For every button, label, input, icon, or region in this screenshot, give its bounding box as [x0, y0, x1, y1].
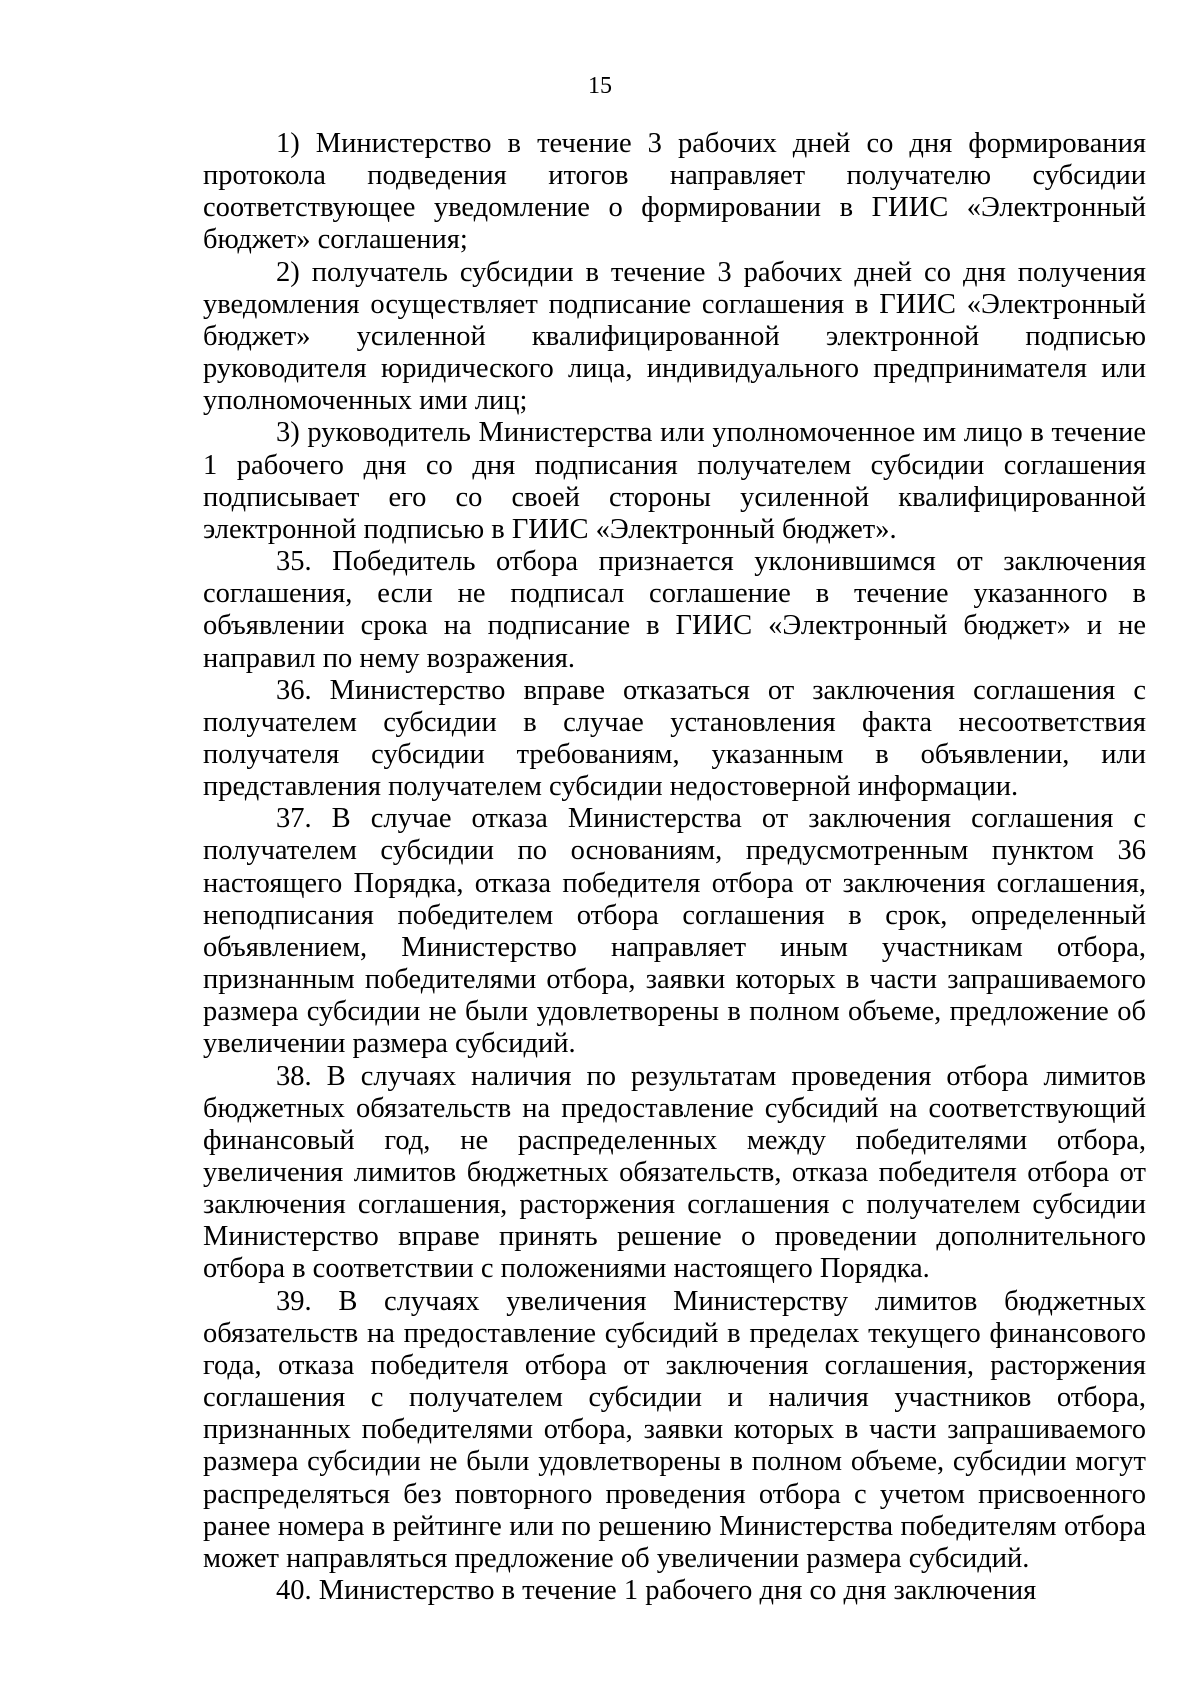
- page-number: 15: [588, 73, 612, 99]
- paragraph-item-1: 1) Министерство в течение 3 рабочих дней со дня формирования протокола подведения итогов направляет получателю субсидии соответствующее уведомление о формировании в ГИИС «Электронный бюджет» соглашения;: [203, 128, 1146, 256]
- paragraph-40: 40. Министерство в течение 1 рабочего дня со дня заключения: [276, 1575, 1037, 1607]
- paragraph-39: 39. В случаях увеличения Министерству лимитов бюджетных обязательств на предоставление субсидий в пределах текущего финансового года, отказа победителя отбора от заключения соглашения, расторжения соглашения с получателем субсидии и наличия участников отбора, признанных победителями отбора, заявки которых в части запрашиваемого размера субсидии не были удовлетворены в полном объеме, субсидии могут распределяться без повторного проведения отбора с учетом присвоенного ранее номера в рейтинге или по решению Министерства победителям отбора может направляться предложение об увеличении размера субсидий.: [203, 1285, 1146, 1574]
- paragraph-35: 35. Победитель отбора признается уклонившимся от заключения соглашения, если не подписал соглашение в течение указанного в объявлении срока на подписание в ГИИС «Электронный бюджет» и не направил по нему возражения.: [203, 546, 1146, 674]
- paragraph-36: 36. Министерство вправе отказаться от заключения соглашения с получателем субсидии в случае установления факта несоответствия получателя субсидии требованиям, указанным в объявлении, или представления получателем субсидии недостоверной информации.: [203, 674, 1146, 803]
- paragraph-item-2: 2) получатель субсидии в течение 3 рабочих дней со дня получения уведомления осуществляет подписание соглашения в ГИИС «Электронный бюджет» усиленной квалифицированной электронной подписью руководителя юридического лица, индивидуального предпринимателя или уполномоченных ими лиц;: [203, 256, 1146, 417]
- paragraph-item-3: 3) руководитель Министерства или уполномоченное им лицо в течение 1 рабочего дня со дня подписания получателем субсидии соглашения подписывает его со своей стороны усиленной квалифицированной электронной подписью в ГИИС «Электронный бюджет».: [203, 417, 1146, 545]
- paragraph-37: 37. В случае отказа Министерства от заключения соглашения с получателем субсидии по основаниям, предусмотренным пунктом 36 настоящего Порядка, отказа победителя отбора от заключения соглашения, неподписания победителем отбора соглашения в срок, определенный объявлением, Министерство направляет иным участникам отбора, признанным победителями отбора, заявки которых в части запрашиваемого размера субсидии не были удовлетворены в полном объеме, предложение об увеличении размера субсидий.: [203, 803, 1146, 1060]
- paragraph-38: 38. В случаях наличия по результатам проведения отбора лимитов бюджетных обязательств на предоставление субсидий на соответствующий финансовый год, не распределенных между победителями отбора, увеличения лимитов бюджетных обязательств, отказа победителя отбора от заключения соглашения, расторжения соглашения с получателем субсидии Министерство вправе принять решение о проведении дополнительного отбора в соответствии с положениями настоящего Порядка.: [203, 1060, 1146, 1285]
- document-body: [203, 128, 1146, 1607]
